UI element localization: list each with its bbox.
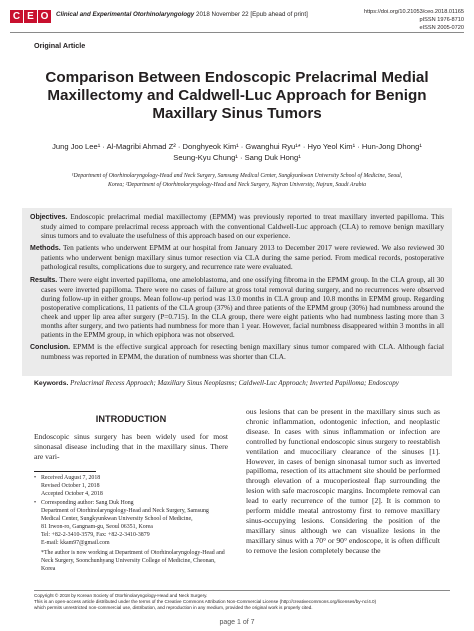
copyright-block (34, 593, 450, 612)
author-list (40, 141, 434, 163)
methods-label: Methods. (30, 245, 61, 253)
keywords-label: Keywords. (34, 380, 69, 387)
corresponding-row: • Corresponding author: Sang Duk Hong (34, 500, 134, 507)
article-meta (34, 475, 228, 574)
results-label: Results. (30, 276, 58, 284)
author-line-1: Jung Joo Lee¹ · Al-Magribi Ahmad Z² · Donghyeok Kim¹ · Gwanghui Ryu¹* · Hyo Yeol Kim¹ · Hun-Jong Dhong¹ (52, 142, 422, 151)
conclusion-text: EPMM is the effective surgical approach for resecting benign maxillary sinus tumor compared with CLA. Although facial numbness was reported in EPMM, the duration of numbness was shorter than CLA. (41, 342, 444, 362)
current-address-note: *The author is now working at Department of Otorhinolaryngology-Head and Neck Surgery, Soonchunhyang University College of Medicine, Cheonan, Korea (41, 549, 225, 572)
header-divider (10, 32, 464, 33)
abstract-box (22, 208, 452, 376)
ceo-logo (10, 10, 51, 23)
article-title: Comparison Between Endoscopic Prelacrimal Medial Maxillectomy and Caldwell-Luc Approach for Benign Maxillary Sinus Tumors (45, 69, 429, 122)
page-number: page 1 of 7 (219, 619, 255, 626)
accepted-date: Accepted October 4, 2018 (41, 490, 103, 497)
corr-address-2: Medical Center, Sungkyunkwan University School of Medicine, (41, 516, 193, 523)
methods-text: Ten patients who underwent EPMM at our hospital from January 2013 to December 2017 were reviewed. We also reviewed 30 patients who underwent benign maxillary sinus tumor resection via CLA during the same period. From medical records, postoperative pathological results, complications due to surgery, and recurrence rate were evaluated. (41, 243, 444, 272)
right-column (246, 407, 440, 556)
conclusion-label: Conclusion. (30, 344, 71, 352)
corr-row-tel (34, 532, 228, 540)
footer-divider (34, 590, 450, 591)
introduction-heading: INTRODUCTION (95, 414, 167, 424)
abstract-objectives (30, 212, 444, 240)
corr-email[interactable]: E-mail: kkam97@gmail.com (41, 539, 110, 546)
article-type: Original Article (34, 41, 86, 50)
abstract-conclusion (30, 342, 444, 361)
logo-letter-c: C (10, 10, 23, 23)
journal-header (10, 8, 464, 30)
corr-address-1: Department of Otorhinolaryngology-Head and Neck Surgery, Samsung (41, 508, 209, 515)
keywords-text: Prelacrimal Recess Approach; Maxillary Sinus Neoplasms; Caldwell-Luc Approach; Inverted Papilloma; Endoscopy (70, 379, 399, 387)
corr-tel: Tel: +82-2-3410-3579, Fax: +82-2-3410-3879 (41, 532, 150, 539)
corr-row-email (34, 540, 228, 548)
accepted-row (34, 491, 228, 499)
eissn: eISSN 2005-0720 (419, 25, 464, 31)
results-text: There were eight inverted papilloma, one ameloblastoma, and one ossifying fibroma in the EPMM group. In the CLA group, all 30 cases were inverted papilloma. There were no cases of failure at gross total removal during surgery, and no recurrences were observed during follow-up in either groups. Mean follow-up period was 13.0 months in CLA group and 10.8 months in EPMM group. Regarding postoperative complications, 11 patients of the CLA group (37%) and three patients of the EPMM group (30%) had numbness around the cheek and upper lip area after surgery (P=0.715). In the CLA group, there were eight patients who had numbness lasting more than 3 months after surgery, and two patients had numbness for more than 1 year. However, facial numbness disappeared within 3 months in all patients in the EPMM group, in which epiphora was not observed. (41, 274, 444, 340)
objectives-label: Objectives. (30, 214, 68, 221)
revised-row (34, 483, 228, 491)
license-line-1: This is an open-access article distributed under the terms of the Creative Commons Attribution Non-Commercial License (http://creativecommons.org/licenses/by-nc/4.0) (34, 599, 377, 605)
corresponding-author: Corresponding author: Sang Duk Hong (41, 500, 134, 507)
abstract-results (30, 275, 444, 340)
affiliation-line-2: Korea; ²Department of Otorhinolaryngology-Head and Neck Surgery, Najran University, Najran, Saudi Arabia (107, 181, 367, 188)
corr-row-3 (34, 524, 228, 532)
license-line-2: which permits unrestricted non-commercial use, distribution, and reproduction in any medium, provided the original work is properly cited. (34, 605, 313, 611)
affiliations (24, 172, 450, 189)
objectives-text: Endoscopic prelacrimal medial maxillectomy (EPMM) was previously reported to treat maxillary inverted papilloma. This study aimed to compare prelacrimal recess approach with the conventional Caldwell-Luc approach (CLA) to remove benign maxillary sinus tumors and to evaluate the usefulness of this approach based on our experience. (41, 212, 445, 241)
introduction-text-left: Endoscopic sinus surgery has been widely used for most sinonasal disease including that in the maxillary sinus. There are vari- (34, 432, 228, 461)
logo-letter-e: E (24, 10, 37, 23)
keywords (34, 379, 450, 387)
current-address-row (34, 550, 228, 574)
copyright-line: Copyright © 2018 by Korean Society of Otorhinolaryngology-Head and Neck Surgery. (34, 593, 208, 598)
affiliation-line-1: ¹Department of Otorhinolaryngology-Head and Neck Surgery, Samsung Medical Center, Sungkyunkwan University School of Medicine, Seoul, (71, 173, 403, 179)
journal-name: Clinical and Experimental Otorhinolaryngology (56, 11, 195, 18)
pissn: pISSN 1976-8710 (419, 17, 464, 23)
received-date: Received August 7, 2018 (41, 474, 101, 481)
logo-letter-o: O (38, 10, 51, 23)
left-column (34, 407, 228, 574)
abstract-methods (30, 243, 444, 271)
doi-link[interactable]: https://doi.org/10.21053/ceo.2018.01165 (363, 9, 464, 15)
author-line-2: Seung-Kyu Chung¹ · Sang Duk Hong¹ (173, 153, 301, 162)
publication-date: 2018 November 22 [Epub ahead of print] (196, 11, 308, 18)
meta-divider (34, 471, 96, 472)
corr-row-2 (34, 516, 228, 524)
received-row: • Received August 7, 2018 (34, 474, 101, 481)
corr-address-3: 81 Irwon-ro, Gangnam-gu, Seoul 06351, Korea (41, 524, 153, 531)
introduction-text-right: ous lesions that can be present in the maxillary sinus such as chronic inflammation, odontogenic infection, and neoplastic disease. In cases with sinus inflammation or infection are controlled by functional endoscopic sinus surgery to reestablish ventilation and mucociliary clearance of the sinuses [1]. However, in cases of benign sinonasal tumor such as inverted papilloma, resection of its attachment site should be performed through elevation of a mucoperiosteal flap surrounding the lesion with safe macroscopic margins. Incomplete removal can lead to early recurrence of the tumor [2]. It is common to perform middle meatal antrostomy first to remove maxillary sinus-occupying lesions. Considering the position of the maxillary sinus although we can visualize lesions in the maxillary sinus with a 70° or 90° endoscope, it is often difficult to remove the lesion completely because the (246, 407, 440, 555)
revised-date: Revised October 1, 2018 (41, 482, 100, 489)
doi-block (364, 8, 464, 32)
